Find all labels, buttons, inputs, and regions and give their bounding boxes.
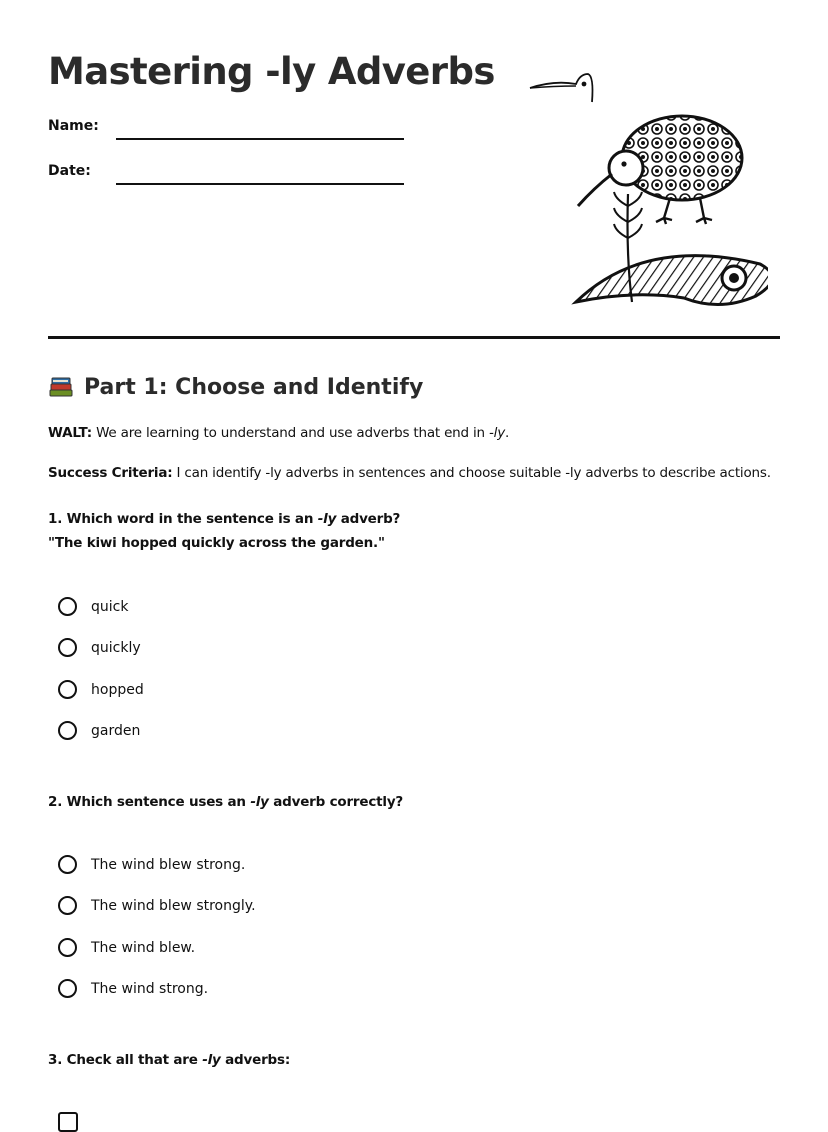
question-1-quote: "The kiwi hopped quickly across the garden." — [48, 535, 385, 551]
books-icon — [48, 374, 74, 400]
q2-option-3[interactable] — [58, 938, 195, 957]
q2-option-4[interactable] — [58, 979, 208, 998]
radio-button[interactable] — [58, 979, 77, 998]
worksheet-title: Mastering -ly Adverbs — [48, 50, 495, 93]
question-2 — [48, 790, 403, 814]
option-label: quickly — [91, 639, 141, 656]
success-criteria — [48, 465, 771, 481]
question-3-em: -ly — [202, 1052, 221, 1068]
question-3-prefix: 3. Check all that are — [48, 1052, 203, 1068]
part1-heading-text: Part 1: Choose and Identify — [84, 374, 424, 400]
radio-button[interactable] — [58, 638, 77, 657]
radio-button[interactable] — [58, 721, 77, 740]
question-2-em: -ly — [250, 794, 269, 810]
q2-option-1[interactable] — [58, 855, 245, 874]
question-1-suffix: adverb? — [336, 511, 401, 527]
q2-option-2[interactable] — [58, 896, 256, 915]
q3-checkbox[interactable] — [58, 1112, 78, 1132]
walt-statement — [48, 425, 509, 441]
q1-option-quickly[interactable] — [58, 638, 141, 657]
option-label: The wind blew. — [91, 939, 196, 956]
walt-text: We are learning to understand and use adverbs that end in — [91, 425, 490, 441]
option-label: hopped — [91, 681, 144, 698]
part1-heading — [48, 374, 423, 400]
question-1-em: -ly — [317, 511, 337, 527]
question-2-suffix: adverb correctly? — [268, 794, 404, 810]
name-field[interactable] — [116, 138, 404, 140]
option-label: The wind blew strong. — [91, 856, 246, 873]
kiwi-bird-illustration — [524, 66, 768, 310]
date-label: Date: — [48, 163, 91, 179]
radio-button[interactable] — [58, 597, 77, 616]
radio-button[interactable] — [58, 680, 77, 699]
criteria-text: I can identify -ly adverbs in sentences and choose suitable -ly adverbs to describe actions. — [172, 465, 771, 481]
radio-button[interactable] — [58, 855, 77, 874]
option-label: garden — [91, 722, 141, 739]
section-divider — [48, 336, 780, 339]
q1-option-quick[interactable] — [58, 597, 128, 616]
question-1 — [48, 507, 400, 555]
question-3-suffix: adverbs: — [220, 1052, 291, 1068]
worksheet-page — [48, 0, 780, 1118]
walt-label: WALT: — [48, 425, 92, 441]
option-label: The wind blew strongly. — [91, 897, 256, 914]
radio-button[interactable] — [58, 896, 77, 915]
walt-end: . — [505, 425, 510, 441]
option-label: quick — [91, 598, 129, 615]
question-3 — [48, 1048, 290, 1072]
question-1-prefix: 1. Which word in the sentence is an — [48, 511, 318, 527]
name-label: Name: — [48, 118, 99, 134]
walt-em: -ly — [489, 425, 506, 441]
date-field[interactable] — [116, 183, 404, 185]
q1-option-hopped[interactable] — [58, 680, 144, 699]
radio-button[interactable] — [58, 938, 77, 957]
question-2-prefix: 2. Which sentence uses an — [48, 794, 251, 810]
q1-option-garden[interactable] — [58, 721, 140, 740]
criteria-label: Success Criteria: — [48, 465, 173, 481]
option-label: The wind strong. — [91, 980, 209, 997]
